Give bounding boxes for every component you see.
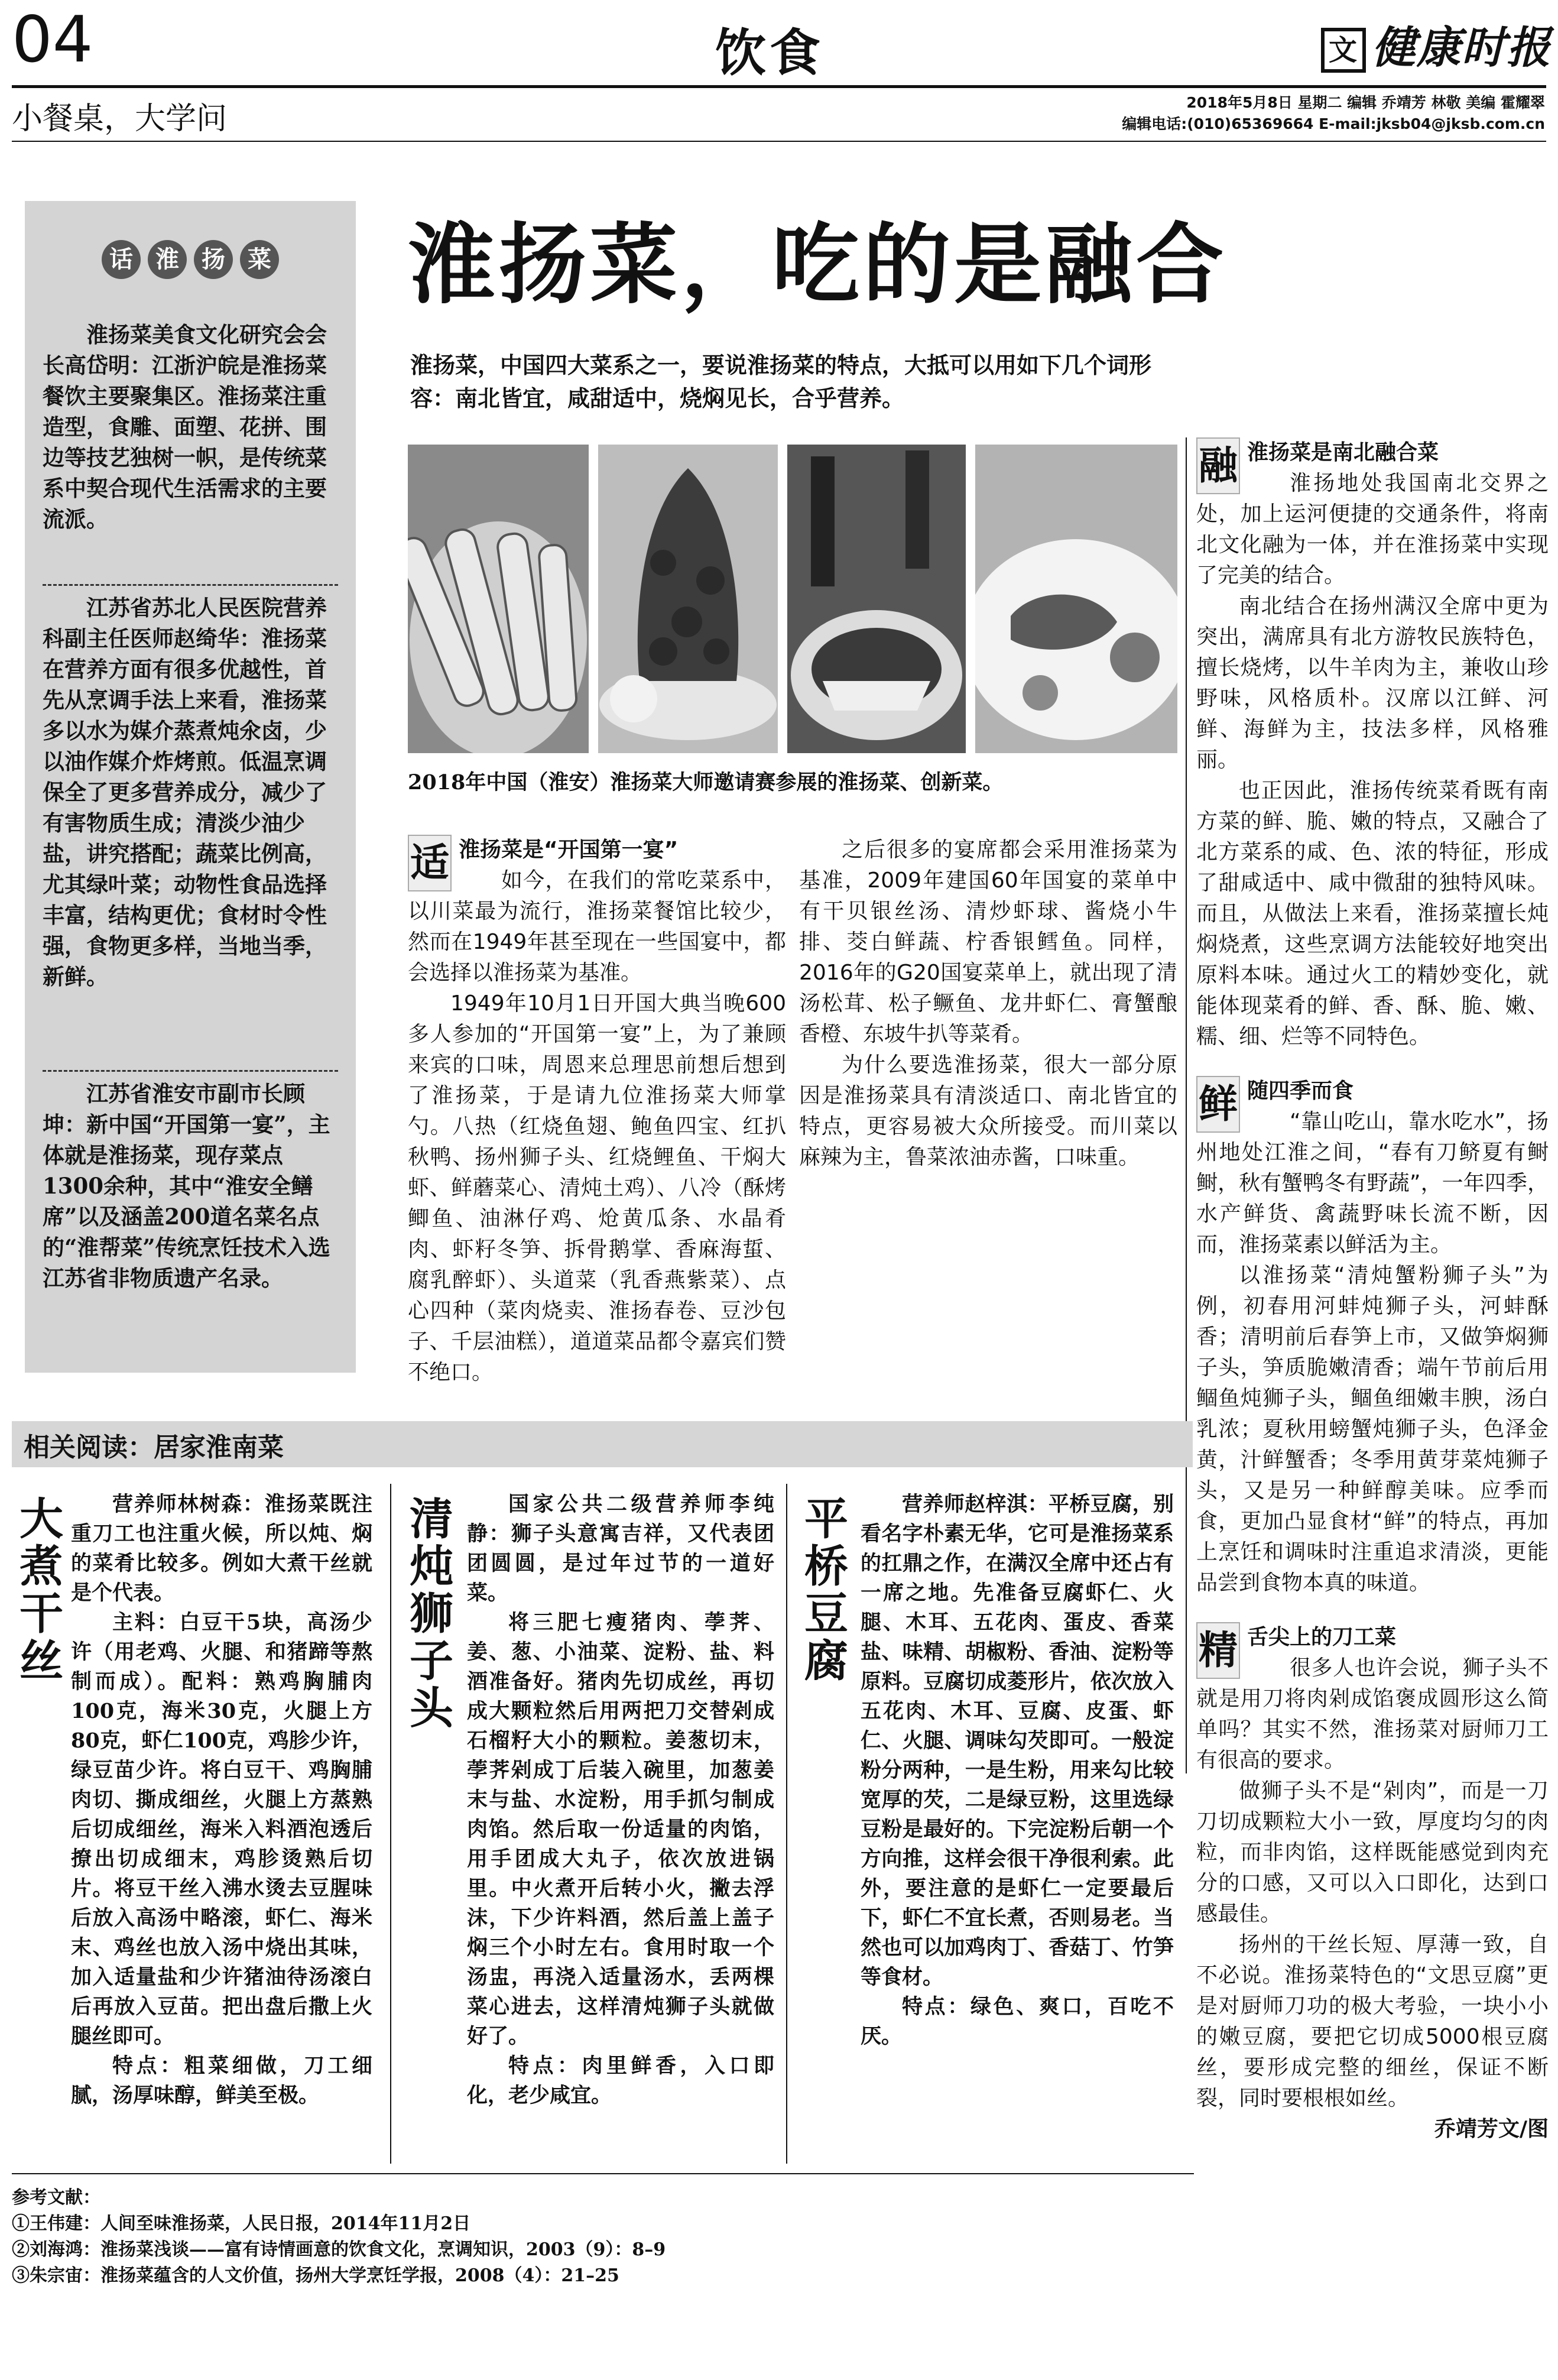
recipe-title: 平桥豆腐 bbox=[804, 1494, 848, 1687]
header-info bbox=[1122, 92, 1545, 135]
date-editor-line: 2018年5月8日 星期二 编辑 乔靖芳 林敬 美编 霍耀翠 bbox=[1186, 94, 1545, 111]
masthead bbox=[1321, 13, 1551, 76]
sidebar-quote-gao: 淮扬菜美食文化研究会会长高岱明：江浙沪皖是淮扬菜餐饮主要聚集区。淮扬菜注重造型，食雕、面塑、花拼、围边等技艺独树一帜，是传统菜系中契合现代生活需求的主要流派。 bbox=[43, 322, 327, 532]
paragraph: 以淮扬菜“清炖蟹粉狮子头”为例，初春用河蚌炖狮子头，河蚌酥香；清明前后春笋上市，又做笋焖狮子头，笋质脆嫩清香；端午节前后用鲴鱼炖狮子头，鲴鱼细嫩丰腴，汤白乳浓；夏秋用螃蟹炖狮子头，色泽金黄，汁鲜蟹香；冬季用黄芽菜炖狮子头，又是另一种鲜醇美味。应季而食，更加凸显食材“鲜”的特点，再加上烹饪和调味时注重追求清淡，更能品尝到食物本真的味道。 bbox=[1196, 1263, 1549, 1595]
page-number: 04 bbox=[12, 3, 93, 77]
recipe-pingqiao-doufu bbox=[861, 1490, 1174, 2051]
paragraph: 如今，在我们的常吃菜系中，以川菜最为流行，淮扬菜餐馆比较少，然而在1949年甚至现在一些国宴中，都会选择以淮扬菜为基准。 bbox=[408, 868, 786, 985]
reference-item: ①王伟建：人间至味淮扬菜，人民日报，2014年11月2日 bbox=[12, 2213, 471, 2234]
dish-photo-2 bbox=[598, 445, 778, 753]
section-title: 饮食 bbox=[715, 24, 824, 83]
section-heading bbox=[408, 835, 786, 886]
section-shi-continued bbox=[799, 835, 1177, 1173]
dish-photo-4 bbox=[975, 445, 1177, 753]
sidebar-divider bbox=[43, 1070, 338, 1072]
section-jing bbox=[1196, 1622, 1549, 2145]
column-divider bbox=[1186, 437, 1187, 1773]
references bbox=[12, 2185, 1194, 2289]
paragraph: 主料：白豆干5块，高汤少许（用老鸡、火腿、和猪蹄等熬制而成）。配料：熟鸡胸脯肉100克，海米30克，火腿上方80克，虾仁100克，鸡胗少许，绿豆苗少许。将白豆干、鸡胸脯肉切、撕成细丝，火腿上方蒸熟后切成细丝，海米入料酒泡透后撩出切成细末，鸡胗烫熟后切片。将豆干丝入沸水烫去豆腥味后放入高汤中略滚，虾仁、海米末、鸡丝也放入汤中烧出其味，加入适量盐和少许猪油待汤滚白后再放入豆苗。把出盘后撒上火腿丝即可。 bbox=[71, 1610, 372, 2048]
paragraph: 淮扬地处我国南北交界之处，加上运河便捷的交通条件，将南北文化融为一体，并在淮扬菜中实现了完美的结合。 bbox=[1196, 471, 1549, 588]
paragraph: 特点：粗菜细做，刀工细腻，汤厚味醇，鲜美至极。 bbox=[71, 2054, 372, 2107]
sidebar-title-char: 淮 bbox=[148, 240, 187, 279]
paragraph: 1949年10月1日开国大典当晚600多人参加的“开国第一宴”上，为了兼顾来宾的口味，周恩来总理思前想后想到了淮扬菜，于是请九位淮扬菜大师掌勺。八热（红烧鱼翅、鲍鱼四宝、红扒秋鸭、扬州狮子头、红烧鲤鱼、干焖大虾、鲜蘑菜心、清炖土鸡）、八冷（酥烤鲫鱼、油淋仔鸡、炝黄瓜条、水晶肴肉、虾籽冬笋、拆骨鹅掌、香麻海蜇、腐乳醉虾）、头道菜（乳香燕紫菜）、点心四种（菜肉烧卖、淮扬春卷、豆沙包子、千层油糕），道道菜品都令嘉宾们赞不绝口。 bbox=[408, 991, 786, 1384]
paragraph: 扬州的干丝长短、厚薄一致，自不必说。淮扬菜特色的“文思豆腐”更是对厨师刀功的极大考验，一块小小的嫩豆腐，要把它切成5000根豆腐丝，要形成完整的细丝，保证不断裂，同时要根根如丝。 bbox=[1196, 1932, 1549, 2110]
section-title: 随四季而食 bbox=[1247, 1079, 1354, 1103]
paragraph: 特点：绿色、爽口，百吃不厌。 bbox=[861, 1995, 1174, 2048]
article-intro: 淮扬菜，中国四大菜系之一，要说淮扬菜的特点，大抵可以用如下几个词形容：南北皆宜，咸甜适中，烧焖见长，合乎营养。 bbox=[410, 352, 1152, 411]
section-title: 淮扬菜是南北融合菜 bbox=[1247, 440, 1439, 465]
section-rong bbox=[1196, 437, 1549, 1052]
section-xian bbox=[1196, 1076, 1549, 1598]
column-divider bbox=[786, 1484, 787, 2164]
paragraph: 做狮子头不是“剁肉”，而是一刀刀切成颗粒大小一致，厚度均匀的肉粒，而非肉馅，这样既能感觉到肉充分的口感，又可以入口即化，达到口感最佳。 bbox=[1196, 1779, 1549, 1926]
paragraph: 营养师赵梓淇：平桥豆腐，别看名字朴素无华，它可是淮扬菜系的扛鼎之作，在满汉全席中还占有一席之地。先准备豆腐虾仁、火腿、木耳、五花肉、蛋皮、香菜盐、味精、胡椒粉、香油、淀粉等原料。豆腐切成菱形片，依次放入五花肉、木耳、豆腐、皮蛋、虾仁、火腿、调味勾芡即可。一般淀粉分两种，一是生粉，用来勾比较宽厚的芡，二是绿豆粉，这里选绿豆粉是最好的。下完淀粉后朝一个方向推，这样会很干净很利索。此外，要注意的是虾仁一定要最后下，虾仁不宜长煮，否则易老。当然也可以加鸡肉丁、香菇丁、竹笋等食材。 bbox=[861, 1492, 1174, 1989]
paragraph: 南北结合在扬州满汉全席中更为突出，满席具有北方游牧民族特色，擅长烧烤，以牛羊肉为主，兼收山珍野味，风格质朴。汉席以江鲜、河鲜、海鲜为主，技法多样，风格雅丽。 bbox=[1196, 594, 1549, 772]
section-title: 淮扬菜是“开国第一宴” bbox=[459, 838, 679, 862]
header-thin-rule bbox=[12, 141, 1546, 142]
dish-photo-3 bbox=[787, 445, 966, 753]
paragraph: 国家公共二级营养师李纯静：狮子头意寓吉祥，又代表团团圆圆，是过年过节的一道好菜。 bbox=[467, 1492, 774, 1605]
paragraph: 特点：肉里鲜香，入口即化，老少咸宜。 bbox=[467, 2054, 774, 2107]
sidebar-title bbox=[25, 240, 356, 279]
section-heading bbox=[1196, 1076, 1549, 1127]
article-headline: 淮扬菜，吃的是融合 bbox=[408, 214, 1227, 316]
related-reading-title: 相关阅读：居家淮南菜 bbox=[24, 1432, 284, 1463]
section-cap: 适 bbox=[408, 835, 452, 891]
recipe-title: 清炖狮子头 bbox=[410, 1494, 453, 1734]
contact-line: 编辑电话:(010)65369664 E-mail:jksb04@jksb.com.cn bbox=[1122, 115, 1545, 132]
photo-caption: 2018年中国（淮安）淮扬菜大师邀请赛参展的淮扬菜、创新菜。 bbox=[408, 770, 1004, 795]
section-cap: 精 bbox=[1196, 1622, 1240, 1679]
paragraph: 之后很多的宴席都会采用淮扬菜为基准，2009年建国60年国宴的菜单中有干贝银丝汤、清炒虾球、酱烧小牛排、茭白鲜蔬、柠香银鳕鱼。同样，2016年的G20国宴菜单上，就出现了清汤松茸、松子鳜鱼、龙井虾仁、膏蟹酿香橙、东坡牛扒等菜肴。 bbox=[799, 838, 1177, 1046]
right-column bbox=[1196, 437, 1549, 2145]
recipe-title: 大煮干丝 bbox=[20, 1494, 63, 1687]
paragraph: 很多人也许会说，狮子头不就是用刀将肉剁成馅褒成圆形这么简单吗？其实不然，淮扬菜对厨师刀工有很高的要求。 bbox=[1196, 1656, 1549, 1772]
paragraph: “靠山吃山，靠水吃水”，扬州地处江淮之间，“春有刀鲚夏有鲥鲥，秋有蟹鸭冬有野蔬”，一年四季，水产鲜货、禽蔬野味长流不断，因而，淮扬菜素以鲜活为主。 bbox=[1196, 1110, 1549, 1257]
references-rule bbox=[12, 2173, 1194, 2174]
recipe-dazhu-gansi bbox=[71, 1490, 372, 2110]
section-cap: 融 bbox=[1196, 437, 1240, 494]
paragraph: 也正因此，淮扬传统菜肴既有南方菜的鲜、脆、嫩的特点，又融合了北方菜系的咸、色、浓的特征，形成了甜咸适中、咸中微甜的独特风味。而且，从做法上来看，淮扬菜擅长炖焖烧煮，这些烹调方法能较好地突出原料本味。通过火工的精妙变化，就能体现菜肴的鲜、香、酥、脆、嫩、糯、细、烂等不同特色。 bbox=[1196, 779, 1549, 1049]
section-shi bbox=[408, 835, 786, 1388]
sidebar-title-char: 菜 bbox=[240, 240, 279, 279]
reference-item: ③朱宗宙：淮扬菜蕴含的人文价值，扬州大学烹饪学报，2008（4）：21–25 bbox=[12, 2265, 619, 2286]
sidebar-quote-zhao: 江苏省苏北人民医院营养科副主任医师赵绮华：淮扬菜在营养方面有很多优越性，首先从烹调手法上来看，淮扬菜多以水为媒介蒸煮炖氽卤，少以油作媒介炸烤煎。低温烹调保全了更多营养成分，减少了有害物质生成；清淡少油少盐，讲究搭配；蔬菜比例高，尤其绿叶菜；动物性食品选择丰富，结构更优；食材时令性强，食物更多样，当地当季，新鲜。 bbox=[43, 595, 327, 990]
section-cap: 鲜 bbox=[1196, 1076, 1240, 1133]
column-divider bbox=[390, 1484, 391, 2164]
newspaper-logo-icon: 文 bbox=[1321, 28, 1366, 73]
dish-photo-1 bbox=[408, 445, 589, 753]
section-heading bbox=[1196, 1622, 1549, 1673]
section-title: 舌尖上的刀工菜 bbox=[1247, 1625, 1397, 1649]
column-name: 小餐桌，大学问 bbox=[12, 101, 228, 137]
paragraph: 营养师林树森：淮扬菜既注重刀工也注重火候，所以炖、焖的菜肴比较多。例如大煮干丝就是个代表。 bbox=[71, 1492, 372, 1605]
reference-item: ②刘海鸿：淮扬菜浅谈——富有诗情画意的饮食文化，烹调知识，2003（9）：8–9 bbox=[12, 2239, 666, 2260]
sidebar-title-char: 扬 bbox=[194, 240, 233, 279]
header-rule bbox=[12, 85, 1546, 88]
newspaper-name: 健康时报 bbox=[1372, 22, 1551, 73]
paragraph: 将三肥七瘦猪肉、荸荠、姜、葱、小油菜、淀粉、盐、料酒准备好。猪肉先切成丝，再切成大颗粒然后用两把刀交替剁成石榴籽大小的颗粒。姜葱切末，荸荠剁成丁后装入碗里，加葱姜末与盐、水淀粉，用手抓匀制成肉馅。然后取一份适量的肉馅，用手团成大丸子，依次放进锅里。中火煮开后转小火，撇去浮沫，下少许料酒，然后盖上盖子焖三个小时左右。食用时取一个汤盅，再浇入适量汤水，丢两棵菜心进去，这样清炖狮子头就做好了。 bbox=[467, 1610, 774, 2048]
recipe-qingdun-shizitou bbox=[467, 1490, 774, 2110]
sidebar-box bbox=[25, 201, 356, 1373]
section-heading bbox=[1196, 437, 1549, 488]
references-title: 参考文献： bbox=[12, 2187, 100, 2208]
sidebar-divider bbox=[43, 584, 338, 586]
byline: 乔靖芳文/图 bbox=[1434, 2117, 1549, 2141]
paragraph: 为什么要选淮扬菜，很大一部分原因是淮扬菜具有清淡适口、南北皆宜的特点，更容易被大众所接受。而川菜以麻辣为主，鲁菜浓油赤酱，口味重。 bbox=[799, 1053, 1177, 1169]
sidebar-title-char: 话 bbox=[102, 240, 141, 279]
sidebar-quote-gu: 江苏省淮安市副市长顾坤：新中国“开国第一宴”，主体就是淮扬菜，现存菜点1300余种，其中“淮安全鳝席”以及涵盖200道名菜名点的“淮帮菜”传统烹饪技术入选江苏省非物质遗产名录。 bbox=[43, 1081, 330, 1291]
